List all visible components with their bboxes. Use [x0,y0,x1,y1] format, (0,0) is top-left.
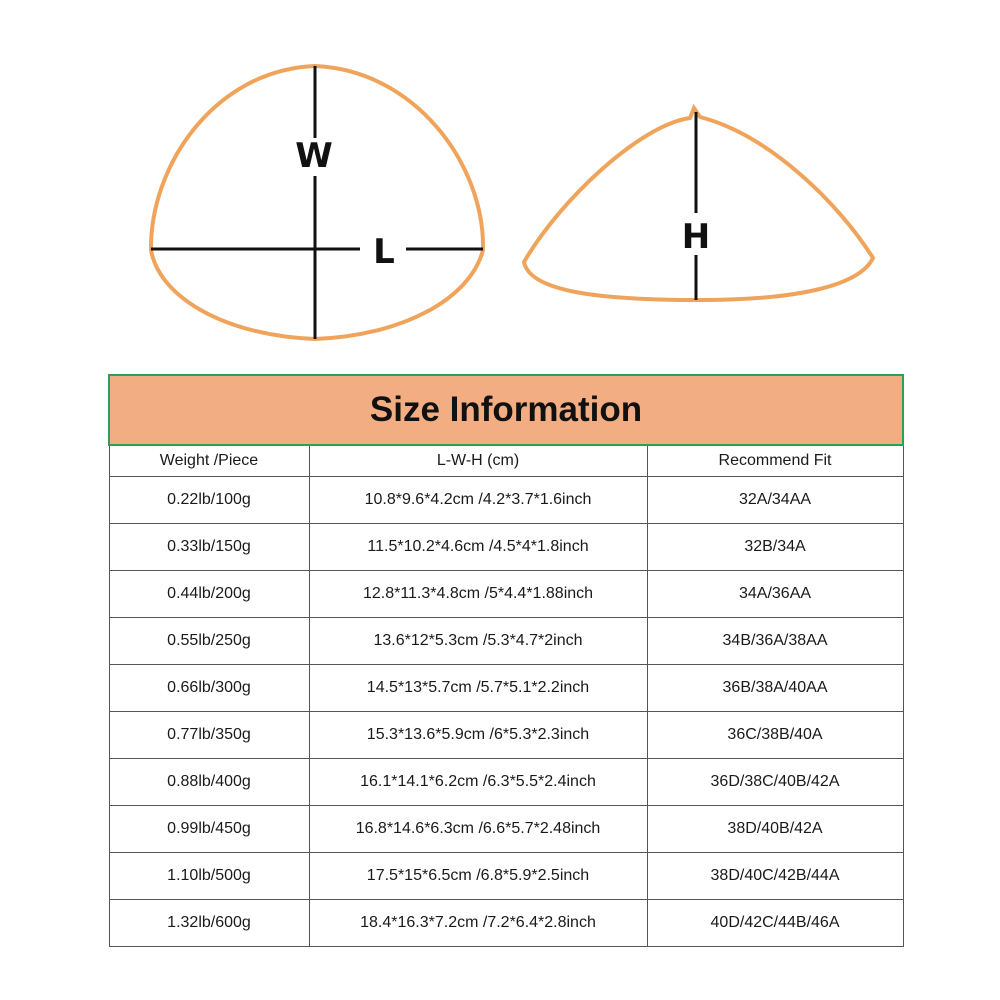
measurement-diagram [0,0,1000,360]
length-label: L [373,232,395,272]
weight-cell: 0.33lb/150g [109,524,309,571]
weight-cell: 0.99lb/450g [109,806,309,853]
table-row [109,900,903,947]
dimensions-cell: 16.1*14.1*6.2cm /6.3*5.5*2.4inch [309,759,647,806]
weight-cell: 0.77lb/350g [109,712,309,759]
dimensions-cell: 13.6*12*5.3cm /5.3*4.7*2inch [309,618,647,665]
dimensions-cell: 14.5*13*5.7cm /5.7*5.1*2.2inch [309,665,647,712]
weight-cell: 0.44lb/200g [109,571,309,618]
dimensions-cell: 17.5*15*6.5cm /6.8*5.9*2.5inch [309,853,647,900]
dimensions-cell: 11.5*10.2*4.6cm /4.5*4*1.8inch [309,524,647,571]
table-row [109,853,903,900]
table-row [109,665,903,712]
dimensions-cell: 16.8*14.6*6.3cm /6.6*5.7*2.48inch [309,806,647,853]
dimensions-cell: 12.8*11.3*4.8cm /5*4.4*1.88inch [309,571,647,618]
table-row [109,571,903,618]
header-dimensions: L-W-H (cm) [309,445,647,477]
header-weight: Weight /Piece [109,445,309,477]
recommend-fit-cell: 32A/34AA [647,477,903,524]
height-label: H [681,217,711,257]
table-row [109,759,903,806]
dimensions-cell: 15.3*13.6*5.9cm /6*5.3*2.3inch [309,712,647,759]
weight-cell: 0.88lb/400g [109,759,309,806]
weight-cell: 0.22lb/100g [109,477,309,524]
recommend-fit-cell: 36B/38A/40AA [647,665,903,712]
weight-cell: 0.55lb/250g [109,618,309,665]
table-row [109,618,903,665]
header-recommend-fit: Recommend Fit [647,445,903,477]
cup-top-view-outline [151,66,483,339]
table-row [109,712,903,759]
recommend-fit-cell: 32B/34A [647,524,903,571]
recommend-fit-cell: 38D/40C/42B/44A [647,853,903,900]
table-title: Size Information [109,375,903,445]
width-label: W [295,136,333,176]
recommend-fit-cell: 34B/36A/38AA [647,618,903,665]
cup-side-view-outline [524,108,873,300]
dimensions-cell: 18.4*16.3*7.2cm /7.2*6.4*2.8inch [309,900,647,947]
table-header-row [109,445,903,477]
table-row [109,477,903,524]
recommend-fit-cell: 38D/40B/42A [647,806,903,853]
recommend-fit-cell: 36C/38B/40A [647,712,903,759]
table-row [109,524,903,571]
weight-cell: 0.66lb/300g [109,665,309,712]
size-table [108,374,904,947]
recommend-fit-cell: 36D/38C/40B/42A [647,759,903,806]
weight-cell: 1.10lb/500g [109,853,309,900]
dimensions-cell: 10.8*9.6*4.2cm /4.2*3.7*1.6inch [309,477,647,524]
table-row [109,806,903,853]
recommend-fit-cell: 34A/36AA [647,571,903,618]
weight-cell: 1.32lb/600g [109,900,309,947]
recommend-fit-cell: 40D/42C/44B/46A [647,900,903,947]
